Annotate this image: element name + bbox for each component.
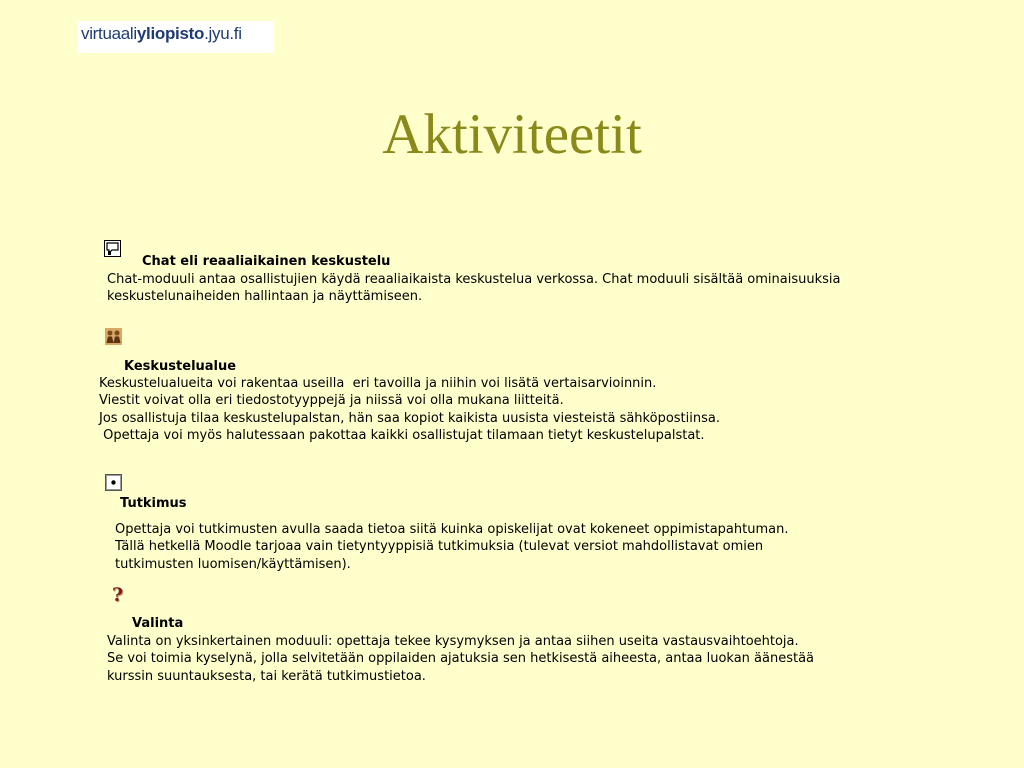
logo-bold: yliopisto [136,24,205,43]
chat-icon [104,240,121,257]
page-title: Aktiviteetit [382,103,642,166]
survey-line: tutkimusten luomisen/käyttämisen). [115,556,351,572]
chat-description [107,271,840,306]
forum-line: Opettaja voi myös halutessaan pakottaa kaikki osallistujat tilamaan tietyt keskustelupalstat. [99,427,705,443]
chat-heading: Chat eli reaaliaikainen keskustelu [142,254,391,269]
choice-description [107,633,814,685]
survey-line: Opettaja voi tutkimusten avulla saada tietoa siitä kuinka opiskelijat ovat kokeneet oppimistapahtuman. [115,522,789,537]
forum-heading: Keskustelualue [124,359,237,374]
survey-line: Tällä hetkellä Moodle tarjoaa vain tietyntyyppisiä tutkimuksia (tulevat versiot mahdollistavat omien [115,539,764,555]
forum-people-icon [105,328,122,345]
chat-line: keskustelunaiheiden hallintaan ja näyttämiseen. [107,289,423,305]
choice-line: Se voi toimia kyselynä, jolla selvitetään oppilaiden ajatuksia sen hetkisestä aiheesta, antaa luokan äänestää [107,651,815,667]
logo-suffix: .jyu.fi [204,24,242,43]
forum-line: Keskustelualueita voi rakentaa useilla eri tavoilla ja niihin voi lisätä vertaisarvioinnin. [99,376,657,391]
chat-line: Chat-moduuli antaa osallistujien käydä reaaliaikaista keskustelua verkossa. Chat moduuli sisältää ominaisuuksia [107,272,841,287]
choice-line: kurssin suuntauksesta, tai kerätä tutkimustietoa. [107,668,426,684]
survey-description [115,521,788,573]
virtuaaliyliopisto-logo [77,21,274,53]
logo-prefix: virtuaali [81,24,137,43]
question-mark-icon: ? [112,584,124,606]
forum-line: Viestit voivat olla eri tiedostotyyppejä ja niissä voi olla mukana liitteitä. [99,393,564,409]
forum-line: Jos osallistuja tilaa keskustelupalstan, hän saa kopiot kaikista uusista viesteistä sähköpostiinsa. [99,410,720,426]
choice-heading: Valinta [132,616,184,631]
survey-radio-icon [105,474,122,491]
forum-description [99,375,720,444]
survey-heading: Tutkimus [120,496,187,511]
choice-line: Valinta on yksinkertainen moduuli: opettaja tekee kysymyksen ja antaa siihen useita vastausvaihtoehtoja. [107,634,799,649]
